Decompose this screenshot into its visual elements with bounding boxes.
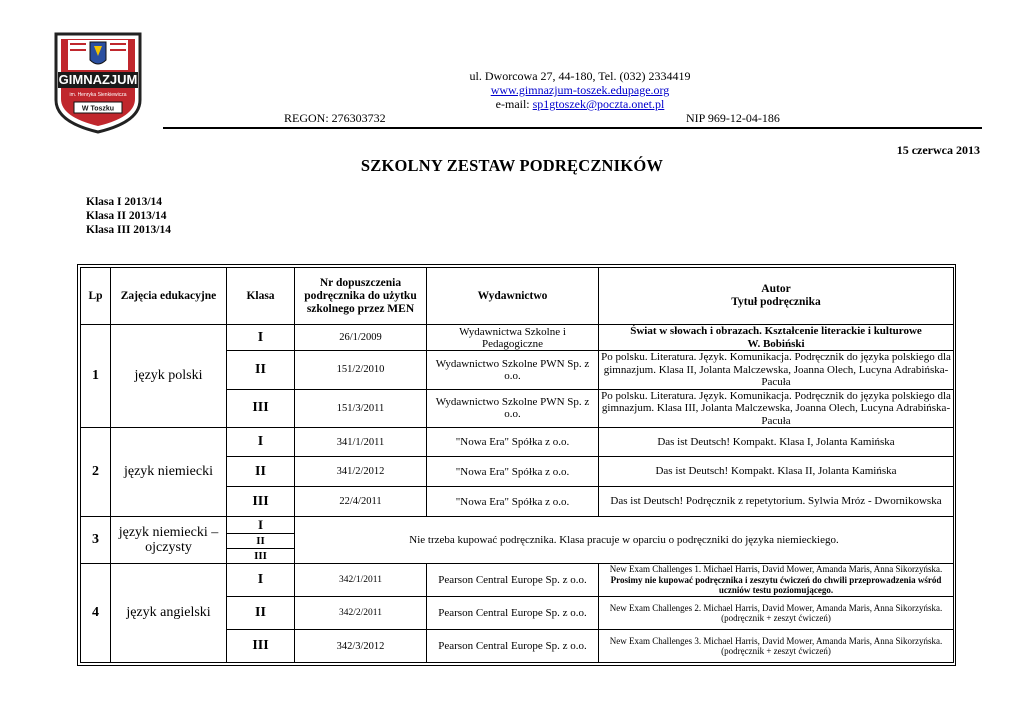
website-link[interactable]: www.gimnazjum-toszek.edupage.org bbox=[490, 83, 670, 97]
author-cell: Po polsku. Literatura. Język. Komunikacja. Podręcznik do języka polskiego dla gimnazjum. Klasa III, Jolanta Malczewska, Joanna Olech, Lucyna Adrabińska-Pacuła bbox=[599, 389, 954, 428]
row-number: 4 bbox=[81, 564, 111, 663]
regon: REGON: 276303732 bbox=[284, 111, 386, 125]
nr-cell: 26/1/2009 bbox=[295, 325, 427, 351]
publisher-cell: Pearson Central Europe Sp. z o.o. bbox=[427, 630, 599, 663]
document-title: SZKOLNY ZESTAW PODRĘCZNIKÓW bbox=[360, 156, 664, 175]
author-cell: New Exam Challenges 2. Michael Harris, David Mower, Amanda Maris, Anna Sikorzyńska. (podręcznik + zeszyt ćwiczeń) bbox=[599, 597, 954, 630]
class-item: Klasa III 2013/14 bbox=[86, 224, 171, 236]
author-cell: Das ist Deutsch! Podręcznik z repetytorium. Sylwia Mróz - Dwornikowska bbox=[599, 487, 954, 517]
klasa-cell: III bbox=[227, 389, 295, 428]
table-row bbox=[81, 517, 954, 534]
author-cell: Po polsku. Literatura. Język. Komunikacja. Podręcznik do języka polskiego dla gimnazjum. Klasa II, Jolanta Malczewska, Joanna Olech, Lucyna Adrabińska-Pacuła bbox=[599, 351, 954, 390]
class-item: Klasa II 2013/14 bbox=[86, 210, 167, 222]
subject-cell: język niemiecki – ojczysty bbox=[111, 517, 227, 564]
klasa-cell: II bbox=[227, 457, 295, 487]
nr-cell: 342/2/2011 bbox=[295, 597, 427, 630]
klasa-cell: II bbox=[227, 534, 295, 549]
klasa-cell: II bbox=[227, 351, 295, 390]
row-number: 2 bbox=[81, 428, 111, 517]
table-row bbox=[81, 564, 954, 597]
klasa-cell: I bbox=[227, 428, 295, 457]
nr-cell: 151/2/2010 bbox=[295, 351, 427, 390]
subject-cell: język angielski bbox=[111, 564, 227, 663]
klasa-cell: III bbox=[227, 549, 295, 564]
klasa-cell: II bbox=[227, 597, 295, 630]
header-lp: Lp bbox=[81, 268, 111, 325]
header-rule bbox=[163, 127, 982, 129]
publisher-cell: Wydawnictwa Szkolne i Pedagogiczne bbox=[427, 325, 599, 351]
publisher-cell: "Nowa Era" Spółka z o.o. bbox=[427, 457, 599, 487]
textbook-table-frame bbox=[77, 264, 956, 666]
author-cell: Das ist Deutsch! Kompakt. Klasa I, Jolanta Kamińska bbox=[599, 428, 954, 457]
address: ul. Dworcowa 27, 44-180, Tel. (032) 2334419 bbox=[469, 69, 691, 83]
class-list bbox=[86, 195, 171, 237]
row-number: 3 bbox=[81, 517, 111, 564]
klasa-cell: III bbox=[227, 630, 295, 663]
header-subject: Zajęcia edukacyjne bbox=[111, 268, 227, 325]
klasa-cell: I bbox=[227, 517, 295, 534]
row-number: 1 bbox=[81, 325, 111, 428]
publisher-cell: Pearson Central Europe Sp. z o.o. bbox=[427, 597, 599, 630]
table-header-row bbox=[81, 268, 954, 325]
subject-cell: język polski bbox=[111, 325, 227, 428]
nr-cell: 342/3/2012 bbox=[295, 630, 427, 663]
author-cell: Das ist Deutsch! Kompakt. Klasa II, Jolanta Kamińska bbox=[599, 457, 954, 487]
publisher-cell: "Nowa Era" Spółka z o.o. bbox=[427, 487, 599, 517]
publisher-cell: "Nowa Era" Spółka z o.o. bbox=[427, 428, 599, 457]
school-logo bbox=[50, 30, 146, 134]
nr-cell: 151/3/2011 bbox=[295, 389, 427, 428]
klasa-cell: I bbox=[227, 564, 295, 597]
nr-cell: 341/2/2012 bbox=[295, 457, 427, 487]
nr-cell: 342/1/2011 bbox=[295, 564, 427, 597]
email-label: e-mail: bbox=[495, 97, 533, 111]
nip: NIP 969-12-04-186 bbox=[686, 111, 780, 125]
publisher-cell: Pearson Central Europe Sp. z o.o. bbox=[427, 564, 599, 597]
note-cell: Nie trzeba kupować podręcznika. Klasa pracuje w oparciu o podręczniki do języka niemieckiego. bbox=[295, 517, 954, 564]
table-row bbox=[81, 325, 954, 351]
logo-subtitle: im. Henryka Sienkiewicza bbox=[69, 92, 127, 98]
author-cell: New Exam Challenges 1. Michael Harris, David Mower, Amanda Maris, Anna Sikorzyńska. Prosimy nie kupować podręcznika i zeszytu ćwiczeń do chwili przeprowadzenia wśród uczniów testu poziomującego. bbox=[599, 564, 954, 597]
header-author: Autor Tytuł podręcznika bbox=[599, 268, 954, 325]
subject-cell: język niemiecki bbox=[111, 428, 227, 517]
textbook-table bbox=[80, 267, 954, 663]
table-row bbox=[81, 428, 954, 457]
author-cell: Świat w słowach i obrazach. Kształcenie literackie i kulturowe W. Bobiński bbox=[599, 325, 954, 351]
document-date: 15 czerwca 2013 bbox=[896, 143, 980, 157]
class-item: Klasa I 2013/14 bbox=[86, 196, 163, 208]
header-klasa: Klasa bbox=[227, 268, 295, 325]
author-cell: New Exam Challenges 3. Michael Harris, David Mower, Amanda Maris, Anna Sikorzyńska. (podręcznik + zeszyt ćwiczeń) bbox=[599, 630, 954, 663]
nr-cell: 341/1/2011 bbox=[295, 428, 427, 457]
header-nr: Nr dopuszczenia podręcznika do użytku szkolnego przez MEN bbox=[295, 268, 427, 325]
website-line bbox=[380, 83, 780, 97]
klasa-cell: III bbox=[227, 487, 295, 517]
nr-cell: 22/4/2011 bbox=[295, 487, 427, 517]
email-line bbox=[380, 97, 780, 111]
publisher-cell: Wydawnictwo Szkolne PWN Sp. z o.o. bbox=[427, 351, 599, 390]
klasa-cell: I bbox=[227, 325, 295, 351]
header-publisher: Wydawnictwo bbox=[427, 268, 599, 325]
logo-place: W Toszku bbox=[81, 105, 115, 113]
publisher-cell: Wydawnictwo Szkolne PWN Sp. z o.o. bbox=[427, 389, 599, 428]
logo-title: GIMNAZJUM bbox=[58, 72, 138, 87]
email-link[interactable]: sp1gtoszek@poczta.onet.pl bbox=[532, 97, 665, 111]
